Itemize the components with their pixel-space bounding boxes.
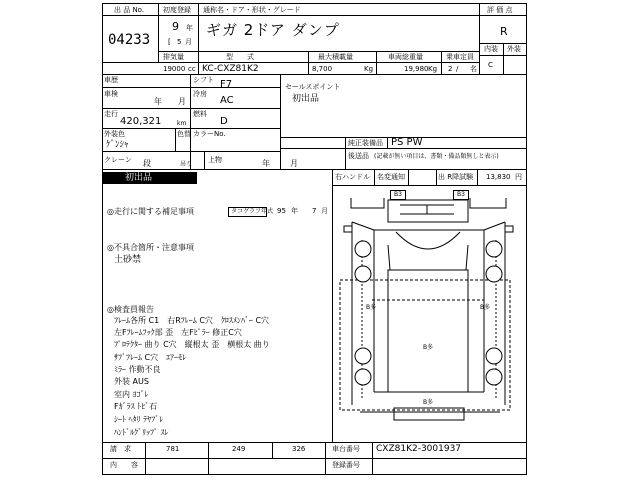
claim-label: 請 求 [110, 445, 131, 453]
report-line: ﾊﾝﾄﾞﾙｸﾞﾘｯﾌﾟ ｽﾚ [114, 428, 169, 437]
capacity-label: 乗車定員 [446, 53, 474, 61]
sales-point-label: セールスポイント [285, 83, 341, 91]
mileage-value: 420,321 [120, 116, 162, 127]
report-title: ◎検査員報告 [107, 305, 154, 314]
crane-year-unit: 年 [262, 159, 270, 168]
chassis-label: 車台番号 [332, 445, 360, 453]
internal-label: 内 容 [110, 461, 138, 469]
sales-point-text: 初出品 [292, 94, 320, 104]
recycle-value: 13,830 [486, 173, 511, 181]
displacement-label: 排気量 [163, 53, 184, 61]
crane-label: クレーン [104, 156, 132, 164]
recycle-label: 出 R降試験 [438, 173, 474, 181]
inspection-label: 車検 [104, 90, 118, 98]
tachograph-month-unit: 月 [321, 207, 328, 215]
claim-number-2: 249 [232, 445, 246, 453]
claim-number-1: 781 [166, 445, 180, 453]
exterior-grade: C [488, 61, 493, 69]
reg-month-open: [ [168, 38, 171, 46]
first-listing-banner: 初出品 [103, 172, 197, 184]
tachograph-year-unit: 年 [291, 207, 298, 215]
defect-title: ◎不具合箇所・注意事項 [107, 243, 194, 252]
report-line: 左Fﾌﾚｰﾑﾌｯｸ部 歪 左Fﾋﾟﾗｰ 修正C穴 [114, 328, 242, 337]
defect-text: 土砂禁 [114, 255, 142, 265]
report-line: ﾐﾗｰ 作動不良 [114, 365, 161, 374]
tachograph-year: 95 [277, 207, 286, 215]
back-label: 後送品 [348, 152, 369, 160]
color-value: ｹﾞﾝｼｬ [106, 140, 129, 150]
inspection-month-unit: 月 [178, 97, 186, 106]
crane-hook: 吊り [180, 161, 193, 168]
crane-upper-label: 上物 [208, 156, 222, 164]
reg-no-label: 登録番号 [332, 461, 360, 469]
fuel-value: D [220, 116, 228, 127]
shift-value: F7 [220, 79, 233, 90]
recycle-unit: 円 [515, 173, 522, 181]
gvw-unit: Kg [428, 65, 438, 73]
exterior-label: 外装 [507, 45, 521, 53]
capacity-slash: / [456, 65, 459, 73]
gvw: 19,980 [404, 65, 429, 73]
reg-month-unit: 月 [185, 38, 192, 46]
lot-label: 出 品 No. [114, 6, 145, 14]
report-line: ｻﾌﾞﾌﾚｰﾑ C穴 ｴｱｰﾓﾚ [114, 353, 187, 362]
first-reg-label: 初度登録 [163, 6, 191, 14]
damage-mark-center: B多 [423, 344, 434, 351]
crane-month-unit: 月 [290, 159, 298, 168]
reg-year-unit: 年 [186, 24, 193, 32]
load-label: 最大積載量 [318, 53, 353, 61]
ac-label: 冷房 [193, 90, 207, 98]
load-unit: Kg [364, 65, 374, 73]
crane-stage: 段 [143, 159, 151, 168]
equipment-value: PS PW [391, 137, 423, 148]
inspection-year-unit: 年 [154, 97, 162, 106]
chassis-number: CXZ81K2-3001937 [376, 444, 462, 454]
interior-label: 内装 [484, 45, 498, 53]
report-line: ｼｰﾄ ﾍﾀﾘ ﾃﾔﾌﾞﾚ [114, 415, 164, 424]
history-label: 車歴 [104, 76, 118, 84]
load: 8,700 [312, 65, 333, 73]
mileage-unit: km [177, 120, 187, 127]
grade-label: 評 価 点 [487, 6, 513, 14]
claim-number-3: 326 [292, 445, 306, 453]
capacity-unit: 名 [470, 65, 477, 73]
report-line: 外装 AUS [114, 377, 149, 386]
displacement-unit: cc [188, 65, 196, 73]
color-change-label: 色替 [177, 130, 191, 138]
steering-side: 右ハンドル [335, 173, 370, 181]
color-no-label: カラーNo. [193, 130, 226, 138]
damage-mark-left: B多 [366, 304, 377, 311]
back-note: (記載が無い項目は、書類・備品類無しと表示) [374, 153, 499, 160]
report-line: ﾌﾟﾛﾃｸﾀｰ 曲り C穴 縦根太 歪 横根太 曲り [114, 340, 270, 349]
model: KC-CXZ81K2 [202, 64, 259, 74]
damage-badge-right: B3 [453, 190, 469, 200]
reg-year: 9 [172, 20, 179, 33]
shift-label: シフト [193, 76, 214, 84]
damage-mark-rear: B多 [423, 399, 434, 406]
tachograph-label: タコグラフ年式 [231, 208, 274, 215]
damage-mark-right: B多 [480, 304, 491, 311]
model-label: 型 式 [226, 53, 254, 61]
lot-number: 04233 [108, 32, 151, 48]
mileage-label: 走行 [104, 110, 118, 118]
report-line: ﾌﾚｰﾑ各所 C1 右Rﾌﾚｰﾑ C穴 ｸﾛｽﾒﾝﾊﾞｰ C穴 [114, 316, 270, 325]
tachograph-month: 7 [312, 207, 317, 215]
report-line: Fｶﾞﾗｽ ﾄﾋﾞ石 [114, 402, 158, 411]
car-name-label: 通称名・ドア・形状・グレード [203, 6, 301, 14]
name-change-label: 名変通知 [377, 173, 405, 181]
equipment-label: 純正装備品 [348, 139, 383, 147]
car-name: ギガ 2ドア ダンプ [206, 21, 340, 39]
run-notes-title: ◎走行に関する補足事項 [107, 207, 194, 216]
color-label: 外装色 [104, 130, 125, 138]
damage-badge-left: B3 [390, 190, 406, 200]
report-line: 室内 ﾖｺﾞﾚ [114, 390, 149, 399]
grade-value: R [500, 25, 508, 38]
ac-value: AC [220, 95, 234, 106]
reg-month: 5 [177, 38, 182, 46]
displacement: 19000 [163, 65, 186, 73]
capacity: 2 [448, 65, 453, 73]
gvw-label: 車両総重量 [388, 53, 423, 61]
fuel-label: 燃料 [193, 110, 207, 118]
